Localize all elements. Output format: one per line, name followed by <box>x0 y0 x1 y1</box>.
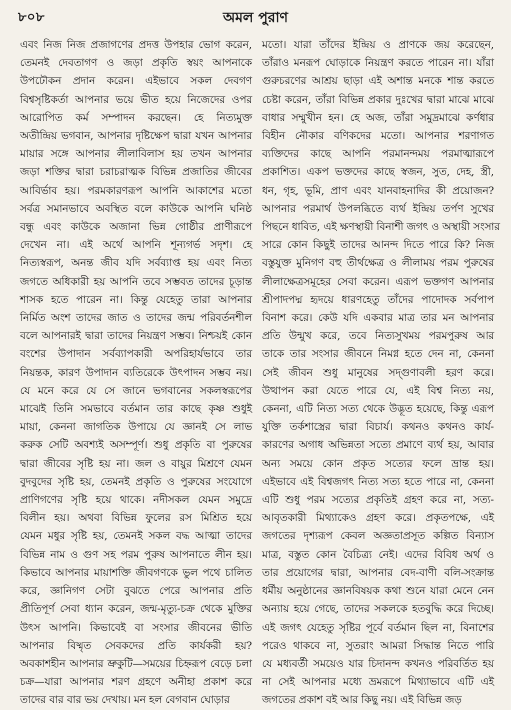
text-line: বিলীন হয়। অথবা বিভিন্ন ফুলের রস মিশ্রিত হয়ে <box>20 512 252 525</box>
text-line: বন্ধু এবং কাউকে অজানা ভিন্ন গোষ্ঠীর প্রাণীরূপে <box>20 221 252 234</box>
text-line: তাঁরাও মনরূপ ঘোড়াকে নিয়ন্ত্রণ করতে পারেন না। যাঁরা <box>262 57 494 70</box>
text-line: আরোপিত কর্ম সম্পাদন করছেন। হে নিত্যমুক্ত <box>20 111 252 124</box>
right-text-column <box>262 36 500 707</box>
text-line: সর্বত্র সমানভাবে অবস্থিত বলে কাউকে আপনি ঘনিষ্ঠ <box>20 202 252 215</box>
text-line: তাদের বার বার ভয় দেখায়। মন হল বেগবান ঘোড়ার <box>20 694 230 707</box>
text-line: জগতের প্রকাশ বই আর কিছু নয়। এই বিভিন্ন জড় <box>262 694 462 707</box>
text-line: মায়ার সঙ্গে আপনার লীলাবিলাস হয় তখন আপনার <box>20 148 252 161</box>
text-line: বংশের উপাদান সর্বব্যাপকারী অপরিহার্যভাবে তার <box>20 348 252 361</box>
page-header <box>0 0 511 30</box>
text-line: মাত্র, বস্তুত কোন বৈচিত্র্য নেই। এদের বিবিধ অর্থ ও <box>262 548 494 561</box>
text-line: সারে কোন কিছুই তাদের আনন্দ দিতে পারে কি? নিজ <box>262 239 494 252</box>
text-line: শাসক হতে পারেন না। কিন্তু যেহেতু তারা আপনার <box>20 293 252 306</box>
text-line: মায়া, কেননা জাগতিক উপায়ে যে জ্ঞানই সে লাভ <box>20 421 252 434</box>
text-line: করে, জ্ঞানিগণ সেটা বুঝতে পেরে আপনার প্রতি <box>20 585 252 598</box>
text-line: মতো। যারা তাঁদের ইন্দ্রিয় ও প্রাণকে জয় করেছেন, <box>262 39 494 51</box>
text-line: ব্যক্তিদের কাছে আপনি পরমানন্দময় পরমাত্মারূপে <box>262 148 494 161</box>
text-line: তেমনই দেবতাগণ ও জড়া প্রকৃতি স্বয়ং আপনাকে <box>20 57 252 70</box>
text-line: তার প্রয়োগের দ্বারা, আপনার বেদ-বাণী বলি-সংক্রান্ত <box>262 566 494 579</box>
text-line: পিছনে ধাবিত, এই ক্ষণস্থায়ী বিনাশী জগৎ ও অস্থায়ী সংসার <box>262 221 500 234</box>
text-line: উত্থাপন করা যেতে পারে যে, এই বিশ্ব নিত্য নয়, <box>262 384 494 397</box>
text-line: জগতের দৃশ্যরূপ কেবল অজ্ঞতাপ্রসূত কল্পিত বিন্যাস <box>262 530 494 543</box>
text-line: আবৃতকারী মিথ্যাকেও গ্রহণ করে। প্রকৃতপক্ষে, এই <box>262 512 494 525</box>
text-line: যুক্তি তর্কশাস্ত্রের দ্বারা বিচার্য। কথনও কথনও কার্য- <box>262 421 494 434</box>
text-line: শ্রীপাদপদ্ম হৃদয়ে ধারণহেতু তাঁদের পাদোদক সর্বপাপ <box>262 293 494 306</box>
text-line: বিহীন নৌকার বণিকদের মতো। আপনার শরণাগত <box>262 130 494 143</box>
text-line: চেষ্টা করেন, তাঁরা বিভিন্ন প্রকার দুঃখের দ্বারা মাঝে মাঝে <box>262 93 494 106</box>
text-line: মাঝেই তিনি সমভাবে বর্তমান তার কাছে কৃষ্ণ শুধুই <box>20 403 252 416</box>
text-line: বুদবুদের সৃষ্টি হয়, তেমনই প্রকৃতি ও পুরুষের সংযোগে <box>20 475 252 488</box>
left-text-column <box>20 36 252 707</box>
text-line: অন্যায় হয়ে গেছে, তাদের সকলকে হতবুদ্ধি করে দিচ্ছে। <box>262 603 494 616</box>
text-line: সেই জীবন শুধু মানুষের সদ্গুণাবলী হরণ করে। <box>262 366 494 379</box>
text-line: এই জগৎ যেহেতু সৃষ্টির পূর্বে বর্তমান ছিল না, বিনাশের <box>262 621 494 634</box>
text-line: আবির্ভাব হয়। পরমকারণরূপ আপনি আকাশের মতো <box>20 184 252 197</box>
text-line: অন্য সময়ে কোন প্রকৃত সত্যের ফলে ভ্রান্ত হয়। <box>262 457 494 470</box>
text-line: বিশ্বসৃষ্টিকর্তা আপনার ভয়ে ভীত হয়ে নিজেদের ওপর <box>20 93 252 106</box>
text-line: আপনার পরমার্থ উপলব্ধিতে ব্যর্থ ইন্দ্রিয় তর্পণ সুখের <box>262 202 494 215</box>
text-line: তাকে তার সংসার জীবনে নিমগ্ন হতে দেন না, কেননা <box>262 348 494 361</box>
text-line: বিভিন্ন নাম ও গুণ সহ পরম পুরুষ আপনাতে লীন হয়। <box>20 548 252 561</box>
text-line: বাধার সম্মুখীন হন। হে অজ, তাঁরা সমুদ্রমাঝে কর্ণধার <box>262 111 494 124</box>
text-line: নির্মিত অংশ তাদের জাত ও তাদের জন্ম পরিবর্তনশীল <box>20 312 252 325</box>
text-line: ধর্মীয় অনুষ্ঠানের জ্ঞানবিষয়ক কথা শুনে যারা মেনে নেন <box>262 585 494 598</box>
text-line: প্রতি উন্মুখ করে, তবে নিত্যসুখময় পরমপুরুষ আর <box>262 330 494 343</box>
text-line: না সেই আপনার মধ্যে ভ্রমরূপে মিথ্যাভাবে এটি এই <box>262 676 494 689</box>
text-line: বিনাশ করে। কেউ যদি একবার মাত্র তার মন আপনার <box>262 312 494 325</box>
text-line: আপনার বিষ্মৃত সেবকদের প্রতি কার্যকরী হয়? <box>20 639 252 652</box>
text-line: করুক সেটি অবশ্যই অসম্পূর্ণ। শুধু প্রকৃতি বা পুরুষের <box>20 439 252 452</box>
text-line: নিত্যস্বরূপ, অনন্ত জীব যদি সর্বব্যাপ্ত হয় এবং নিত্য <box>20 257 252 270</box>
text-line: যেমন মধুর সৃষ্টি হয়, তেমনই সকল বদ্ধ আত্মা তাদের <box>20 530 252 543</box>
text-line: কেননা, এটি নিত্য সত্য থেকে উদ্ভূত হয়েছে, কিন্তু এরূপ <box>262 403 494 416</box>
text-line: এবং নিজ নিজ প্রজাগণের প্রদত্ত উপহার ভোগ করেন, <box>20 39 252 51</box>
text-line: উপঢৌকন প্রদান করেন। এইভাবে সকল দেবগণ <box>20 75 252 88</box>
page-number: ৮০৮ <box>18 10 45 25</box>
text-line: দেখেন না। এই অর্থে আপনি শূন্যগর্ভ সদৃশ। হে <box>20 239 252 252</box>
text-line: জড়া শক্তির দ্বারা চরাচরাত্মক বিভিন্ন প্রজাতির জীবের <box>20 166 252 179</box>
text-line: গুরুচরণের আশ্রয় ছাড়া এই অশান্ত মনকে শান্ত করতে <box>262 75 494 88</box>
text-line: অবকাশহীন আপনার ভ্রুকুটি—সময়ের চিহ্নরূপ বেড়ে চলা <box>20 657 252 670</box>
text-line: পরেও থাকবে না, সুতরাং আমরা সিদ্ধান্ত নিতে পারি <box>262 639 494 652</box>
text-line: যে মনে করে যে সে জানে ভগবানের সকলস্বরূপের <box>20 384 252 397</box>
text-line: প্রীতিপূর্ণ সেবা ধ্যান করেন, জন্ম-মৃত্যু-চক্র থেকে মুক্তির <box>20 603 252 616</box>
text-line: কারণের অগাধ অভিন্নতা সত্যে প্রমাণে ব্যর্থ হয়, আবার <box>262 439 494 452</box>
text-line: অতীন্দ্রিয় ভগবান, আপনার দৃষ্টিক্ষেপ দ্বারা যখন আপনার <box>20 130 252 143</box>
text-line: প্রাণিগণের সৃষ্টি হয়ে থাকে। নদীসকল যেমন সমুদ্রে <box>20 494 252 507</box>
text-line: উৎস আপনি। কিভাবেই বা সংসার জীবনের ভীতি <box>20 621 252 634</box>
text-line: লীলাক্ষেত্রসমূহের সেবা করেন। এরূপ ভক্তগণ আপনার <box>262 275 494 288</box>
text-line: কিভাবে আপনার মায়াশক্তি জীবগণকে ভুল পথে চালিত <box>20 566 252 579</box>
text-line: যে মধ্যবর্তী সময়েও যার চিদানন্দ কখনও পরিবর্তিত হয় <box>262 657 494 670</box>
text-line: বলে আপনারই দ্বারা তাদের নিয়ন্ত্রণ সম্ভব। নিশ্চয়ই কোন <box>20 330 252 343</box>
text-line: চক্র—যারা আপনার শরণ গ্রহণে অনীহা প্রকাশ করে <box>20 676 252 689</box>
running-title: অমল পুরাণ <box>223 10 288 26</box>
text-line: নিয়ন্তক, কারণ উপাদান ব্যতিরেকে উৎপাদন সম্ভব নয়। <box>20 366 252 379</box>
text-line: প্রকাশিত। একপ ভক্তদের কাছে স্বজন, সুত, দেহ, স্ত্রী, <box>262 166 494 179</box>
text-line: ধন, গৃহ, ভূমি, প্রাণ এবং যানবাহনাদির কী প্রয়োজন? <box>262 184 494 197</box>
text-line: এইভাবে এই বিশ্বজগৎ নিত্য সত্য হতে পারে না, কেননা <box>262 475 494 488</box>
text-line: এটি শুধু পরম সত্যের প্রকৃতিই গ্রহণ করে না, সত্য- <box>262 494 494 507</box>
text-line: দ্বারা জীবের সৃষ্টি হয় না। জল ও বায়ুর মিশ্রণে যেমন <box>20 457 252 470</box>
text-line: জগতে অধিকারী হয় আপনি তবে সম্ভবত তাদের চূড়ান্ত <box>20 275 252 288</box>
text-line: বস্তুযুক্ত মুনিগণ বহু তীর্থক্ষেত্র ও লীলাময় পরম পুরুষের <box>262 257 494 270</box>
